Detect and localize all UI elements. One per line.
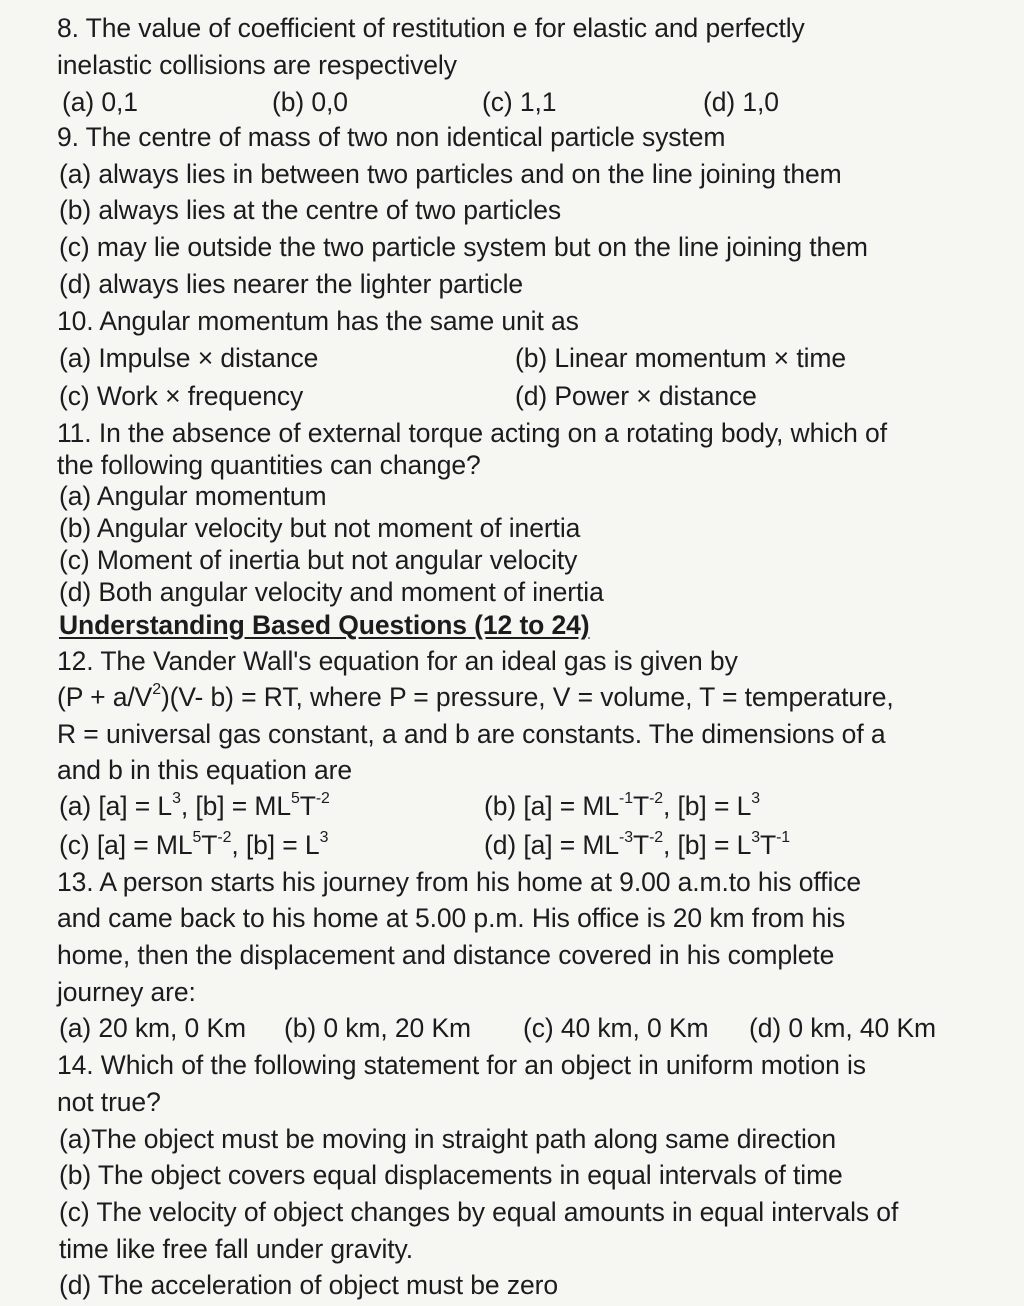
q12-option-b (484, 789, 760, 823)
q8-option-c: (c) 1,1 (482, 87, 557, 117)
q13-option-d: (d) 0 km, 40 Km (749, 1013, 936, 1043)
q12-c-text1: (c) [a] = ML (59, 830, 193, 860)
q12-d-sup2: -2 (649, 829, 663, 847)
q9-option-b: (b) always lies at the centre of two particles (59, 195, 562, 225)
q9-question: 9. The centre of mass of two non identical particle system (57, 122, 726, 152)
q13-option-b: (b) 0 km, 20 Km (284, 1013, 471, 1043)
section-heading: Understanding Based Questions (12 to 24) (59, 610, 590, 640)
q10-option-a: (a) Impulse × distance (59, 343, 319, 373)
q12-b-sup1: -1 (619, 790, 633, 808)
q12-b-sup2: -2 (649, 790, 663, 808)
q12-b-sup3: 3 (751, 790, 760, 808)
q8-option-a: (a) 0,1 (62, 87, 138, 117)
q14-option-c-line1: (c) The velocity of object changes by equal amounts in equal intervals of (59, 1197, 899, 1227)
q11-option-c: (c) Moment of inertia but not angular velocity (59, 545, 578, 575)
q8-option-b: (b) 0,0 (272, 87, 348, 117)
q12-a-sup1: 3 (172, 790, 181, 808)
q14-option-c-line2: time like free fall under gravity. (59, 1234, 414, 1264)
q14-option-a: (a)The object must be moving in straight path along same direction (59, 1124, 837, 1154)
q12-equation-exponent: 2 (152, 681, 161, 699)
q10-option-c: (c) Work × frequency (59, 381, 304, 411)
q12-text-line3: R = universal gas constant, a and b are constants. The dimensions of a (57, 719, 886, 749)
q10-option-d: (d) Power × distance (515, 381, 757, 411)
q12-d-sup1: -3 (619, 829, 633, 847)
q14-text-line2: not true? (57, 1087, 161, 1117)
q13-option-c: (c) 40 km, 0 Km (523, 1013, 709, 1043)
q12-d-sup4: -1 (776, 829, 791, 847)
q13-text-line3: home, then the displacement and distance covered in his complete (57, 940, 835, 970)
q12-d-text4: T (759, 830, 777, 860)
q12-d-text2: T (632, 830, 650, 860)
q9-option-c: (c) may lie outside the two particle system but on the line joining them (59, 232, 868, 262)
q14-text-line1: 14. Which of the following statement for an object in uniform motion is (57, 1050, 866, 1080)
q13-text-line1: 13. A person starts his journey from his home at 9.00 a.m.to his office (57, 867, 862, 897)
q13-text-line2: and came back to his home at 5.00 p.m. His office is 20 km from his (57, 903, 846, 933)
q13-option-a: (a) 20 km, 0 Km (59, 1013, 246, 1043)
q12-c-sup1: 5 (192, 829, 202, 847)
q12-d-text1: (d) [a] = ML (484, 830, 620, 860)
q10-option-b: (b) Linear momentum × time (515, 343, 846, 373)
q11-option-b: (b) Angular velocity but not moment of inertia (59, 513, 581, 543)
q12-a-text3: T (299, 791, 316, 821)
q13-text-line4: journey are: (57, 977, 196, 1007)
q12-text-line1: 12. The Vander Wall's equation for an ideal gas is given by (57, 646, 738, 676)
q12-d-sup3: 3 (751, 829, 760, 847)
q12-equation-part1: (P + a/V (57, 682, 153, 712)
q12-equation-part2: )(V- b) = RT, where P = pressure, V = volume, T = temperature, (160, 682, 894, 712)
q10-question: 10. Angular momentum has the same unit as (57, 306, 579, 336)
q12-option-c (59, 828, 328, 862)
q11-option-a: (a) Angular momentum (59, 481, 327, 511)
q12-b-text1: (b) [a] = ML (484, 791, 620, 821)
q12-a-sup2: 5 (291, 790, 300, 808)
q9-option-d: (d) always lies nearer the lighter particle (59, 269, 524, 299)
q12-b-text2: T (632, 791, 650, 821)
q12-d-text3: , [b] = L (663, 830, 752, 860)
q12-c-sup3: 3 (319, 829, 329, 847)
q12-a-text2: , [b] = ML (180, 791, 292, 821)
q12-a-text1: (a) [a] = L (59, 791, 173, 821)
q14-option-b: (b) The object covers equal displacements in equal intervals of time (59, 1160, 843, 1190)
q11-text-line1: 11. In the absence of external torque acting on a rotating body, which of (57, 418, 887, 448)
q11-text-line2: the following quantities can change? (57, 450, 481, 480)
q11-option-d: (d) Both angular velocity and moment of inertia (59, 577, 604, 607)
q12-c-text3: , [b] = L (231, 830, 320, 860)
q8-text-line2: inelastic collisions are respectively (57, 50, 457, 80)
q12-a-sup3: -2 (315, 790, 330, 808)
q12-b-text3: , [b] = L (663, 791, 752, 821)
q8-text-line1: 8. The value of coefficient of restitution e for elastic and perfectly (57, 13, 805, 43)
q8-option-d: (d) 1,0 (703, 87, 779, 117)
q12-c-text2: T (201, 830, 218, 860)
q9-option-a: (a) always lies in between two particles and on the line joining them (59, 159, 842, 189)
q12-option-d (484, 828, 790, 862)
q14-option-d: (d) The acceleration of object must be zero (59, 1270, 558, 1300)
q12-c-sup2: -2 (217, 829, 232, 847)
q12-text-line2 (57, 680, 894, 714)
q12-option-a (59, 789, 330, 823)
q12-text-line4: and b in this equation are (57, 755, 353, 785)
